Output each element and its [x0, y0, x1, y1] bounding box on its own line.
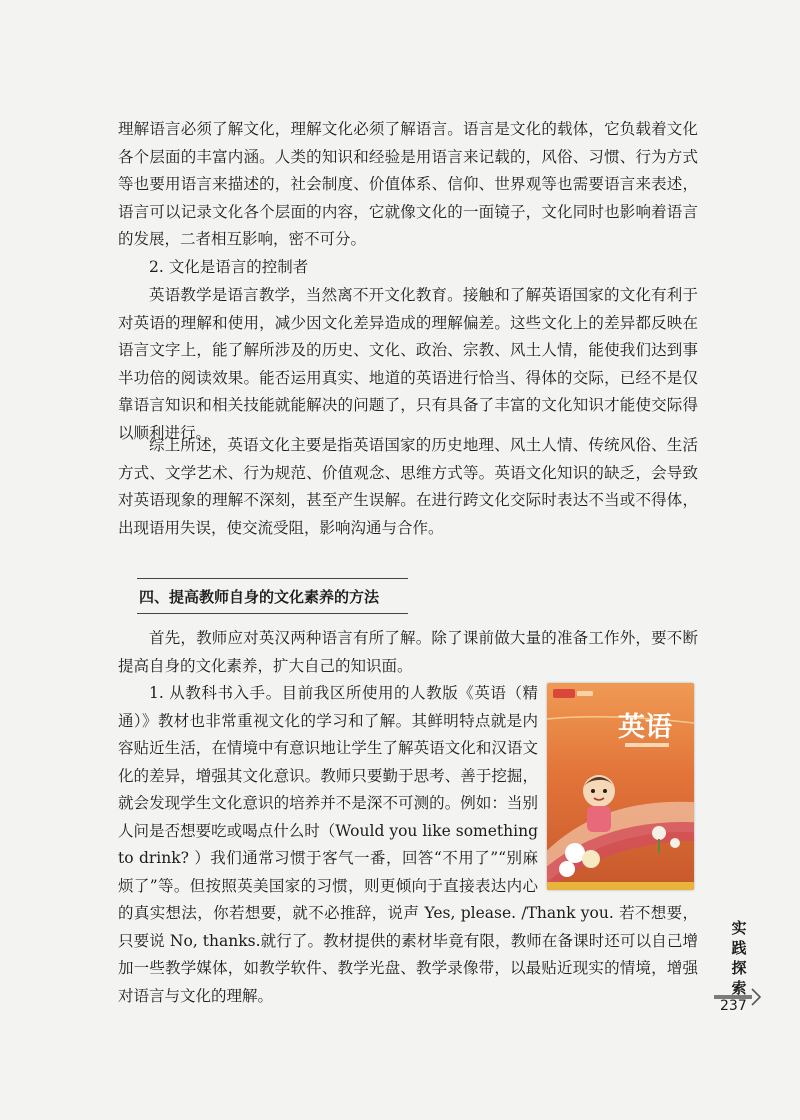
paragraph-first: 首先，教师应对英汉两种语言有所了解。除了课前做大量的准备工作外，要不断提高自身的文化素养，扩大自己的知识面。	[118, 629, 698, 675]
paragraph-summary: 综上所述，英语文化主要是指英语国家的历史地理、风土人情、传统风俗、生活方式、文学艺术、行为规范、价值观念、思维方式等。英语文化知识的缺乏，会导致对英语现象的理解不深刻，甚至产生误解。在进行跨文化交际时表达不当或不得体，出现语用失误，使交流受阻，影响沟通与合作。	[118, 436, 698, 537]
page-number-block	[714, 987, 764, 1017]
paragraph-teaching: 英语教学是语言教学，当然离不开文化教育。接触和了解英语国家的文化有利于对英语的理解和使用，减少因文化差异造成的理解偏差。这些文化上的差异都反映在语言文字上，能了解所涉及的历史、文化、政治、宗教、风土人情，能使我们达到事半功倍的阅读效果。能否运用真实、地道的英语进行恰当、得体的交际，已经不是仅靠语言知识和相关技能就能解决的问题了，只有具备了丰富的文化知识才能使交际得以顺利进行。	[118, 286, 698, 442]
subheading-2: 2. 文化是语言的控制者	[149, 258, 309, 276]
heading-bottom-rule	[137, 613, 408, 614]
paragraph-intro: 理解语言必须了解文化，理解文化必须了解语言。语言是文化的载体，它负载着文化各个层面的丰富内涵。人类的知识和经验是用语言来记载的，风俗、习惯、行为方式等也要用语言来描述的，社会制度、价值体系、信仰、世界观等也需要语言来表述，语言可以记录文化各个层面的内容，它就像文化的一面镜子，文化同时也影响着语言的发展，二者相互影响，密不可分。	[118, 120, 698, 248]
section-heading-block	[137, 578, 408, 614]
section-side-label	[731, 918, 747, 998]
side-label-char-3: 探	[731, 959, 747, 977]
page-number: 237	[720, 998, 747, 1014]
side-label-char-2: 践	[731, 939, 747, 957]
side-label-char-4: 索	[731, 979, 747, 997]
paragraph-textbook-text: 1. 从教科书入手。目前我区所使用的人教版《英语（精通）》教材也非常重视文化的学习和了解。其鲜明特点就是内容贴近生活，在情境中有意识地让学生了解英语文化和汉语文化的差异，增强其文化意识。教师只要勤于思考、善于挖掘，就会发现学生文化意识的培养并不是深不可测的。例如：当别人问是否想要吃或喝点什么时（Would you like something to drink? ）我们通常习惯于客气一番，回答“不用了”“别麻烦了”等。但按照英美国家的习惯，则更倾向于直接表达内心的真实想法，你若想要，就不必推辞，说声 Yes, please. /Thank you. 若不想要，只要说 No, thanks.就行了。教材提供的素材毕竟有限，教师在备课时还可以自己增加一些教学媒体，如教学软件、教学光盘、教学录像带，以最贴近现实的情境，增强对语言与文化的理解。	[118, 684, 698, 1005]
textbook-cover-image	[547, 683, 694, 890]
side-label-char-1: 实	[731, 919, 747, 937]
book-title: 英语	[618, 712, 672, 743]
section-heading: 四、提高教师自身的文化素养的方法	[139, 588, 380, 606]
